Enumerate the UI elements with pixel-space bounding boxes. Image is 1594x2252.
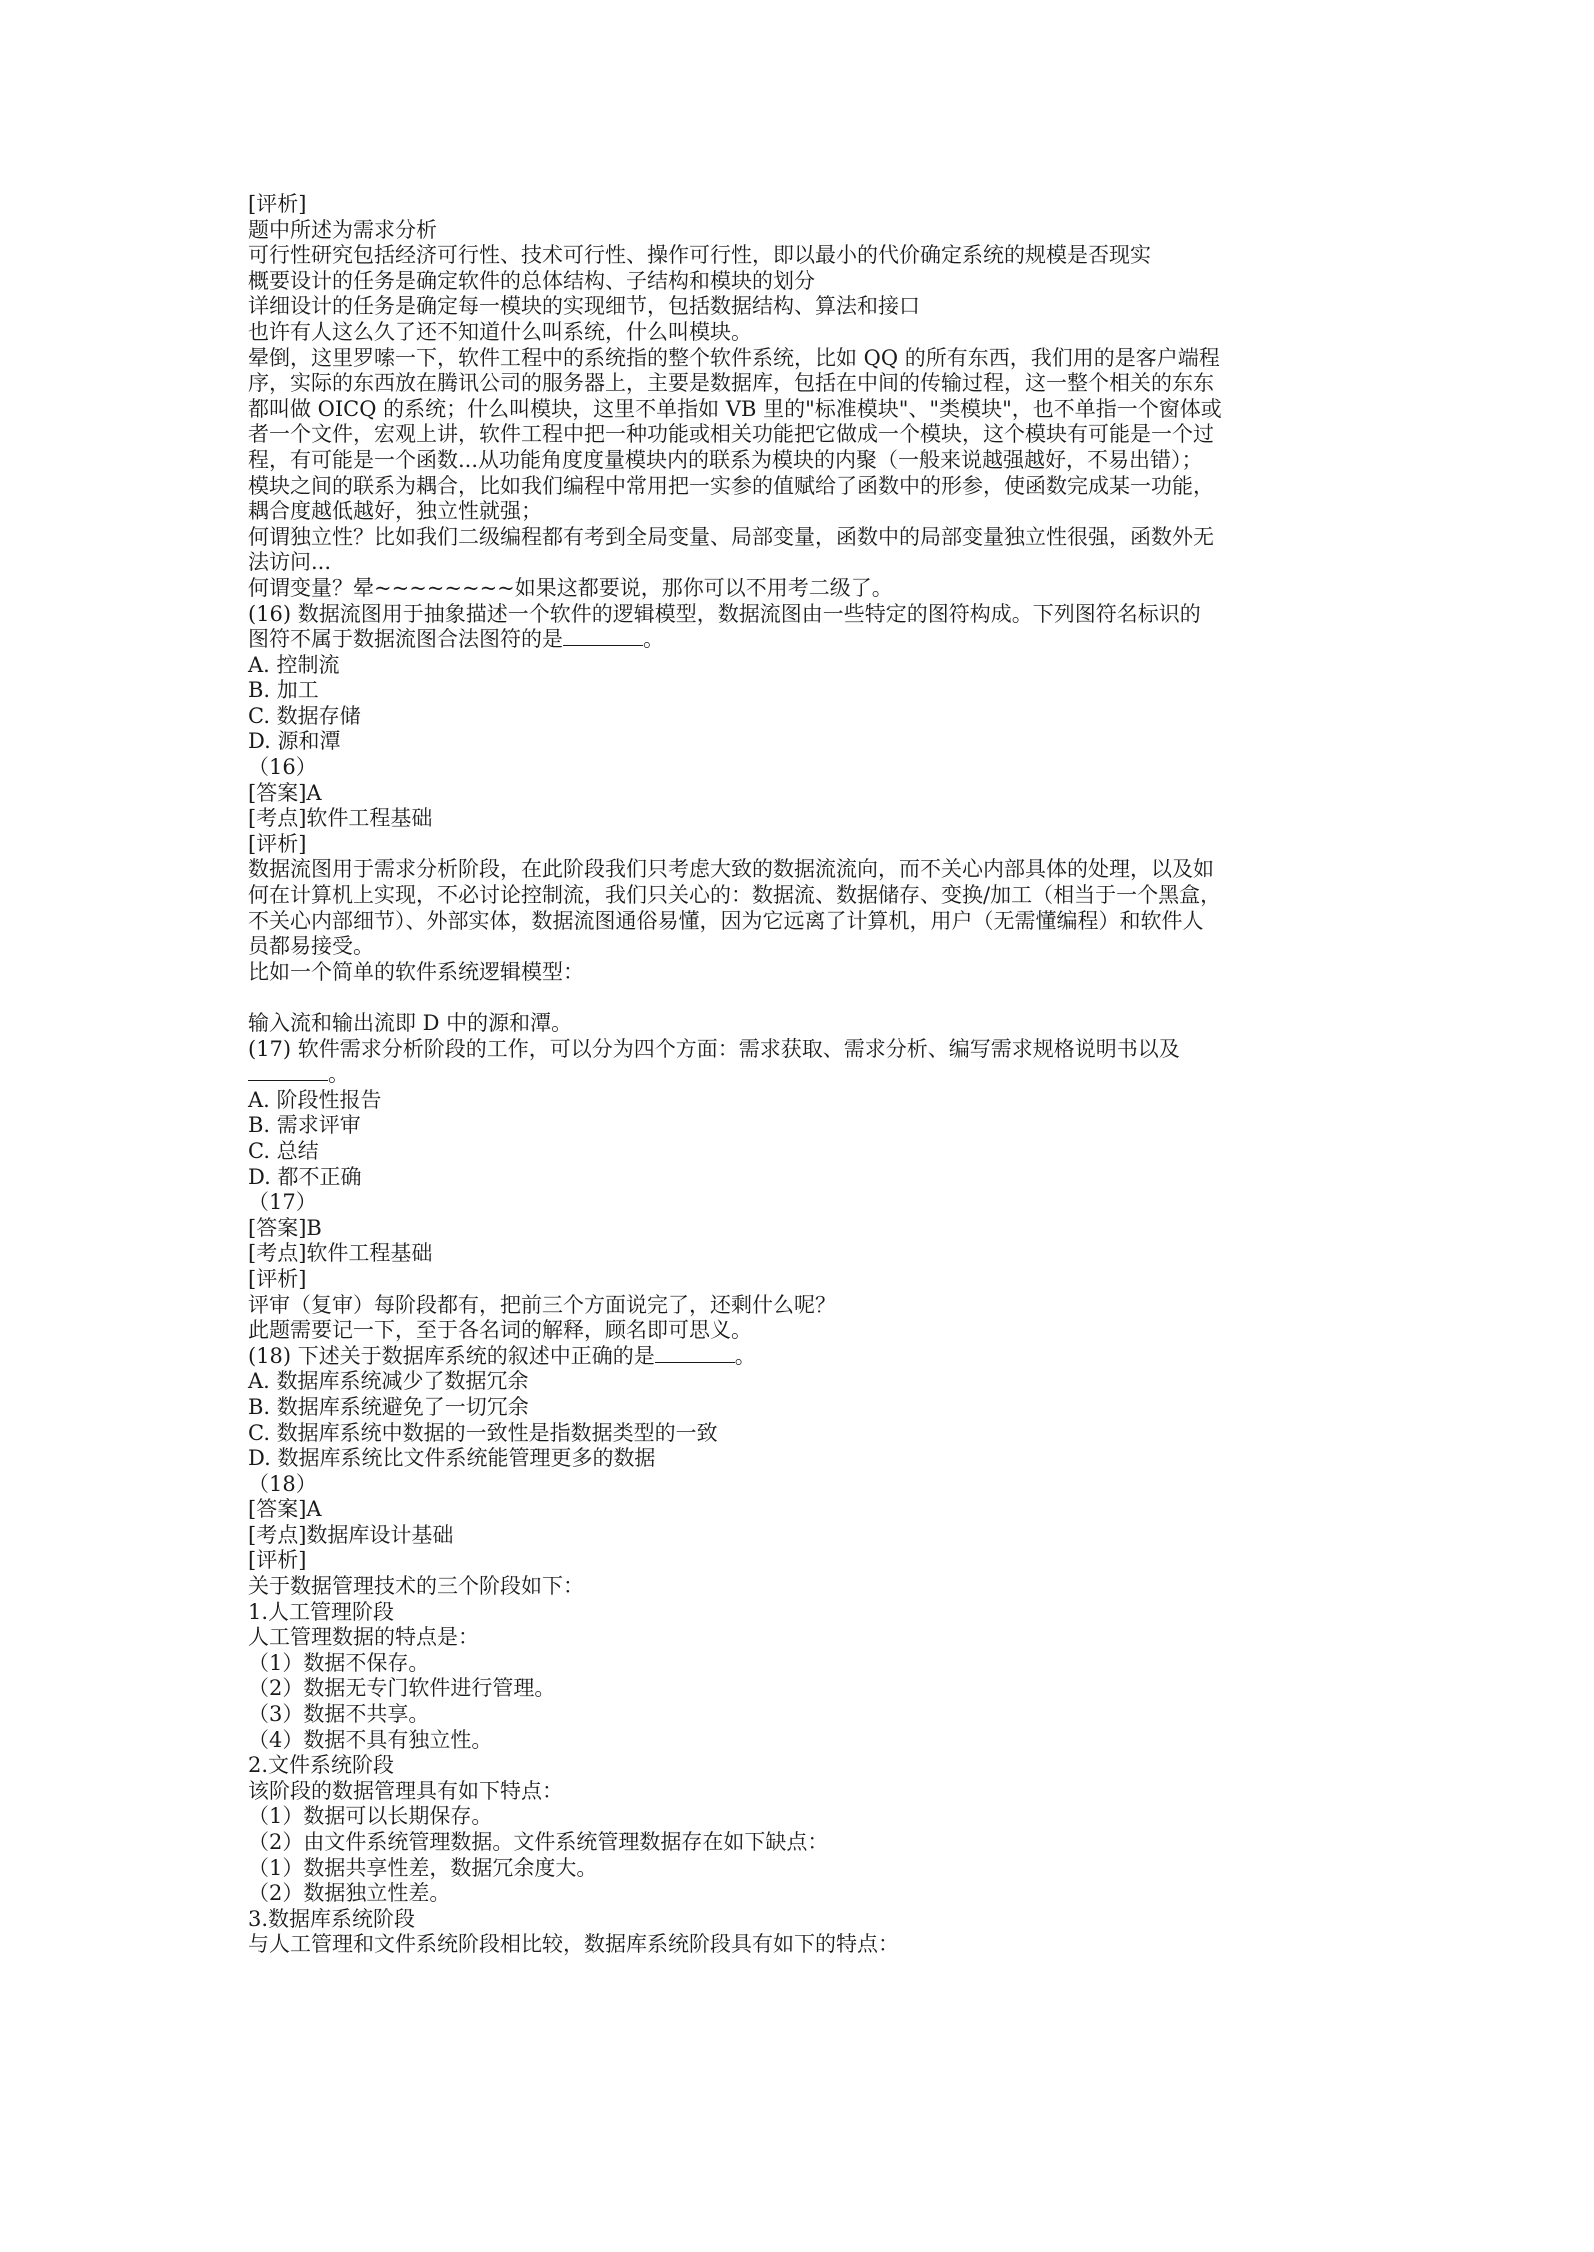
text-line: 耦合度越低越好，独立性就强； <box>248 499 542 524</box>
text-line: 。 <box>248 1062 1368 1088</box>
text-line: （16） <box>248 755 317 780</box>
answer-blank <box>563 627 643 646</box>
text-line: A. 数据库系统减少了数据冗余 <box>248 1369 529 1394</box>
answer-blank <box>655 1344 735 1363</box>
text-line: [考点]软件工程基础 <box>248 1241 433 1266</box>
text-line: C. 总结 <box>248 1138 319 1163</box>
text-line: B. 数据库系统避免了一切冗余 <box>248 1394 529 1419</box>
text-line: 评审（复审）每阶段都有，把前三个方面说完了，还剩什么呢？ <box>248 1292 836 1317</box>
text-line: 输入流和输出流即 D 中的源和潭。 <box>248 1011 573 1035</box>
document-page <box>248 192 1368 1958</box>
text-line: 序，实际的东西放在腾讯公司的服务器上，主要是数据库，包括在中间的传输过程，这一整个相关的东东 <box>248 371 1214 396</box>
text-line: 详细设计的任务是确定每一模块的实现细节，包括数据结构、算法和接口 <box>248 294 920 319</box>
text-line: 题中所述为需求分析 <box>248 217 437 242</box>
text-line: 都叫做 OICQ 的系统；什么叫模块，这里不单指如 VB 里的"标准模块"、"类模块"，也不单指一个窗体或 <box>248 396 1222 421</box>
text-line: [考点]数据库设计基础 <box>248 1522 454 1547</box>
text-line: （1）数据不保存。 <box>248 1650 430 1675</box>
text-line: （4）数据不具有独立性。 <box>248 1727 493 1752</box>
text-line: （2）数据独立性差。 <box>248 1881 451 1906</box>
text-line: 可行性研究包括经济可行性、技术可行性、操作可行性，即以最小的代价确定系统的规模是否现实 <box>248 243 1151 268</box>
text-line: C. 数据存储 <box>248 703 361 728</box>
text-line: [考点]软件工程基础 <box>248 806 433 831</box>
text-line: （2）由文件系统管理数据。文件系统管理数据存在如下缺点： <box>248 1830 829 1854</box>
text-line: C. 数据库系统中数据的一致性是指数据类型的一致 <box>248 1420 718 1445</box>
text-line: (18) 下述关于数据库系统的叙述中正确的是 。 <box>248 1343 756 1368</box>
text-line: 3.数据库系统阶段 <box>248 1906 416 1931</box>
text-line: （17） <box>248 1190 317 1215</box>
text-line: （1）数据可以长期保存。 <box>248 1804 493 1829</box>
text-line: [评析] <box>248 1266 307 1291</box>
text-line: [评析] <box>248 1548 307 1573</box>
text-line: A. 控制流 <box>248 652 340 677</box>
text-line: （1）数据共享性差，数据冗余度大。 <box>248 1855 598 1880</box>
text-line: D. 数据库系统比文件系统能管理更多的数据 <box>248 1446 656 1471</box>
answer-blank <box>248 1062 328 1081</box>
text-line: B. 加工 <box>248 678 319 703</box>
text-line: (16) 数据流图用于抽象描述一个软件的逻辑模型，数据流图由一些特定的图符构成。下列图符名标识的 <box>248 601 1201 626</box>
text-line: 该阶段的数据管理具有如下特点： <box>248 1778 563 1803</box>
text-line: [答案]A <box>248 1497 322 1522</box>
text-line: 者一个文件，宏观上讲，软件工程中把一种功能或相关功能把它做成一个模块，这个模块有可能是一个过 <box>248 422 1214 447</box>
text-line: （3）数据不共享。 <box>248 1702 430 1727</box>
text-line: [评析] <box>248 192 307 216</box>
text-line: 1.人工管理阶段 <box>248 1599 395 1624</box>
text-line: 员都易接受。 <box>248 934 374 959</box>
text-line: B. 需求评审 <box>248 1113 361 1138</box>
text-line: 何谓独立性？比如我们二级编程都有考到全局变量、局部变量，函数中的局部变量独立性很强，函数外无 <box>248 524 1214 549</box>
text-line: [评析] <box>248 831 307 856</box>
text-line: D. 都不正确 <box>248 1164 362 1189</box>
text-line: 比如一个简单的软件系统逻辑模型： <box>248 959 584 984</box>
text-line: 也许有人这么久了还不知道什么叫系统，什么叫模块。 <box>248 319 752 344</box>
text-line: 2.文件系统阶段 <box>248 1753 395 1778</box>
text-line: 何在计算机上实现，不必讨论控制流，我们只关心的：数据流、数据储存、变换/加工（相当于一个黑盒， <box>248 883 1222 908</box>
text-line: 人工管理数据的特点是： <box>248 1625 479 1650</box>
text-line: 程，有可能是一个函数...从功能角度度量模块内的联系为模块的内聚（一般来说越强越好，不易出错）； <box>248 447 1203 472</box>
text-line: D. 源和潭 <box>248 729 341 754</box>
text-line <box>248 985 1368 1011</box>
text-line: （2）数据无专门软件进行管理。 <box>248 1676 556 1701</box>
text-line: 晕倒，这里罗嗦一下，软件工程中的系统指的整个软件系统，比如 QQ 的所有东西，我们用的是客户端程 <box>248 345 1220 370</box>
text-line: （18） <box>248 1471 317 1496</box>
text-line: 法访问... <box>248 550 332 575</box>
text-line: 与人工管理和文件系统阶段相比较，数据库系统阶段具有如下的特点： <box>248 1932 899 1957</box>
text-line: 此题需要记一下，至于各名词的解释，顾名即可思义。 <box>248 1318 752 1343</box>
text-line: 模块之间的联系为耦合，比如我们编程中常用把一实参的值赋给了函数中的形参，使函数完成某一功能， <box>248 473 1214 498</box>
text-line: 数据流图用于需求分析阶段，在此阶段我们只考虑大致的数据流流向，而不关心内部具体的处理，以及如 <box>248 857 1214 882</box>
text-line: [答案]A <box>248 780 322 805</box>
text-line: [答案]B <box>248 1215 322 1240</box>
text-line: 图符不属于数据流图合法图符的是 。 <box>248 627 664 652</box>
text-line: 不关心内部细节）、外部实体，数据流图通俗易懂，因为它远离了计算机，用户（无需懂编程）和软件人 <box>248 908 1204 933</box>
text-line: 概要设计的任务是确定软件的总体结构、子结构和模块的划分 <box>248 268 815 293</box>
text-line: 关于数据管理技术的三个阶段如下： <box>248 1574 584 1599</box>
text-line: A. 阶段性报告 <box>248 1087 382 1112</box>
text-line: (17) 软件需求分析阶段的工作，可以分为四个方面：需求获取、需求分析、编写需求规格说明书以及 <box>248 1036 1180 1061</box>
text-line: 何谓变量？晕~~~~~~~~如果这都要说，那你可以不用考二级了。 <box>248 575 893 600</box>
